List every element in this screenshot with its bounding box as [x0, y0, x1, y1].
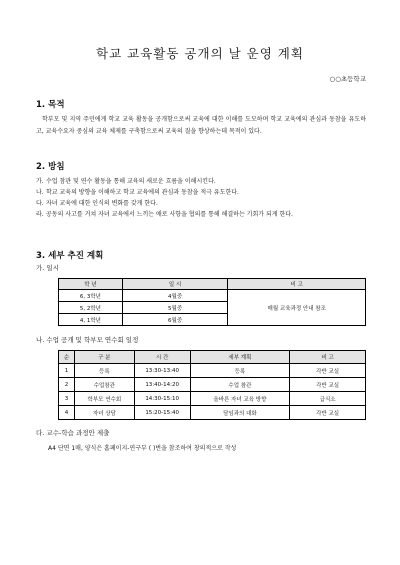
time-cell: 13:30-13:40 — [134, 364, 190, 378]
plan-cell: 담임과의 대화 — [190, 406, 290, 420]
column-header: 비 고 — [290, 351, 366, 364]
school-name: ○○초등학교 — [329, 75, 366, 83]
section-purpose — [36, 98, 366, 138]
table-row — [59, 406, 366, 420]
remark-cell: 각반 교실 — [290, 406, 366, 420]
type-cell: 학부모 연수회 — [74, 392, 134, 406]
item-marker: 나. — [36, 189, 44, 196]
time-cell: 14:30-15:10 — [134, 392, 190, 406]
column-header: 구 분 — [74, 351, 134, 364]
table-row — [59, 392, 366, 406]
sub-heading-schedule: 가. 일시 — [36, 264, 59, 272]
type-cell: 등록 — [74, 364, 134, 378]
item-text: 공동의 사고를 거쳐 자녀 교육에서 느끼는 애로 사항을 협의를 통해 해결하는 기회가 되게 한다. — [46, 211, 293, 218]
item-marker: 다. — [36, 200, 44, 207]
section-body: 학부모 및 지역 주민에게 학교 교육 활동을 공개함으로써 교육에 대한 이해를 도모하며 학교 교육에의 관심과 동참을 유도하고, 교육수요자 중심의 교육 체제를 구축함으로써 교육의 질을 향상하는데 목적이 있다. — [36, 116, 366, 135]
date-cell: 4월중 — [122, 290, 228, 302]
table-row — [59, 378, 366, 392]
plan-cell: 수업 참관 — [190, 378, 290, 392]
type-cell: 수업참관 — [74, 378, 134, 392]
schedule-table — [58, 278, 366, 326]
grade-cell: 5, 2학년 — [59, 302, 123, 314]
policy-item — [36, 209, 366, 220]
plan-cell: 등록 — [190, 364, 290, 378]
section-detail-plan — [36, 249, 366, 261]
type-cell: 자녀 상담 — [74, 406, 134, 420]
event-schedule-table — [58, 350, 366, 420]
date-cell: 5월중 — [122, 302, 228, 314]
section-policy — [36, 160, 366, 220]
table-row — [59, 364, 366, 378]
time-cell: 15:20-15:40 — [134, 406, 190, 420]
date-cell: 6월중 — [122, 314, 228, 326]
note-cell: 매월 교육과정 안내 참조 — [228, 290, 366, 326]
sub-heading-open-class: 나. 수업 공개 및 학부모 연수회 일정 — [36, 336, 139, 344]
policy-item — [36, 176, 366, 187]
order-cell: 4 — [59, 406, 75, 420]
section-heading: 2. 방침 — [36, 162, 65, 172]
order-cell: 1 — [59, 364, 75, 378]
plan-cell: 올바른 자녀 교육 방향 — [190, 392, 290, 406]
item-text: 학교 교육의 방향을 이해하고 학교 교육에의 관심과 동참을 적극 유도한다. — [46, 189, 239, 196]
order-cell: 3 — [59, 392, 75, 406]
remark-cell: 각반 교실 — [290, 378, 366, 392]
lesson-plan-note: A4 단면 1매, 양식은 홈페이지-연구부 ( )번을 참조하여 창의적으로 작성 — [48, 445, 237, 452]
page-title: 학교 교육활동 공개의 날 운영 계획 — [96, 46, 304, 61]
column-header: 순 — [59, 351, 75, 364]
policy-item — [36, 198, 366, 209]
item-text: 수업 참관 및 연수 활동을 통해 교육의 새로운 흐름을 이해시킨다. — [46, 178, 216, 185]
remark-cell: 각반 교실 — [290, 364, 366, 378]
item-text: 자녀 교육에 대한 인식의 변화를 갖게 한다. — [46, 200, 158, 207]
grade-cell: 4, 1학년 — [59, 314, 123, 326]
sub-heading-lesson-plan: 다. 교수-학습 과정안 제출 — [36, 429, 110, 437]
column-header: 학 년 — [59, 279, 123, 290]
item-marker: 가. — [36, 178, 44, 185]
column-header: 일 시 — [122, 279, 228, 290]
item-marker: 라. — [36, 211, 44, 218]
section-heading: 3. 세부 추진 계획 — [36, 251, 104, 261]
section-heading: 1. 목적 — [36, 100, 65, 110]
column-header: 세부 계획 — [190, 351, 290, 364]
policy-item — [36, 187, 366, 198]
column-header: 비 고 — [228, 279, 366, 290]
remark-cell: 급식소 — [290, 392, 366, 406]
order-cell: 2 — [59, 378, 75, 392]
grade-cell: 6, 3학년 — [59, 290, 123, 302]
time-cell: 13:40-14:20 — [134, 378, 190, 392]
column-header: 시 간 — [134, 351, 190, 364]
table-row — [59, 290, 366, 302]
